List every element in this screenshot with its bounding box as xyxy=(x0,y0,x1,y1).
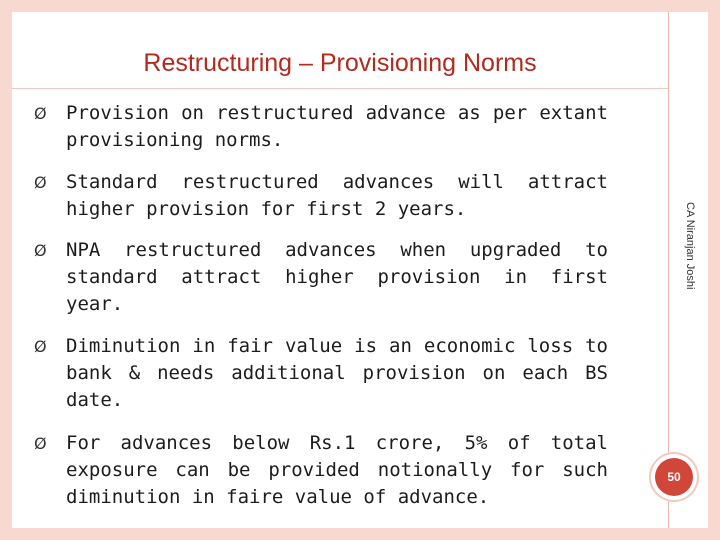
bullet-item xyxy=(34,430,608,511)
slide-title: Restructuring – Provisioning Norms xyxy=(143,49,537,77)
arrow-bullet-icon: Ø xyxy=(34,434,47,453)
page-number-badge: 50 xyxy=(655,458,693,496)
bullet-item xyxy=(34,237,608,318)
side-divider xyxy=(668,12,669,528)
bullet-text: For advances below Rs.1 crore, 5% of total exposure can be provided notionally for such diminution in faire value of advance. xyxy=(66,432,608,508)
slide xyxy=(12,12,708,528)
bullet-item xyxy=(34,100,608,154)
bullet-list xyxy=(34,90,608,511)
bullet-item xyxy=(34,333,608,414)
bullet-text: Provision on restructured advance as per extant provisioning norms. xyxy=(66,102,608,151)
arrow-bullet-icon: Ø xyxy=(34,104,47,123)
arrow-bullet-icon: Ø xyxy=(34,173,47,192)
bullet-text: Diminution in fair value is an economic loss to bank & needs additional provision on each BS date. xyxy=(66,335,608,411)
author-label: CA Niranjan Joshi xyxy=(684,202,696,290)
bullet-text: Standard restructured advances will attract higher provision for first 2 years. xyxy=(66,171,608,220)
arrow-bullet-icon: Ø xyxy=(34,337,47,356)
arrow-bullet-icon: Ø xyxy=(34,241,47,260)
title-divider xyxy=(12,88,668,89)
bullet-item xyxy=(34,169,608,223)
bullet-text: NPA restructured advances when upgraded to standard attract higher provision in first year. xyxy=(66,239,608,315)
